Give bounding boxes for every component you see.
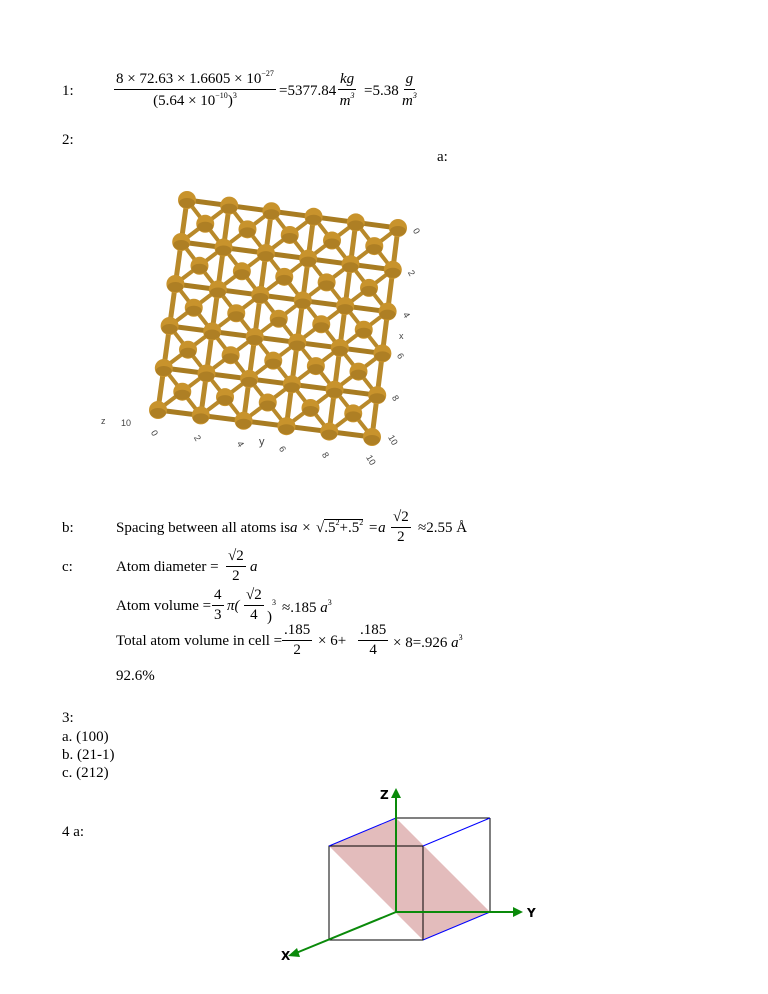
q2-c-total-n1: .185 bbox=[282, 623, 312, 641]
q2-b-sqrt: $√.5^2+.5^2$ bbox=[316, 518, 364, 536]
y-tick: 0 bbox=[148, 428, 161, 438]
q2-c-total-m2: × 8=.926 bbox=[393, 635, 448, 651]
q1-denominator-close-exponent: 3 bbox=[232, 91, 237, 100]
q1-label: 1: bbox=[62, 83, 74, 99]
q1-unit-2-den-exp: 3 bbox=[412, 91, 417, 100]
q2-b-exp2: 2 bbox=[359, 518, 364, 527]
q3-item-a: a. (100) bbox=[62, 729, 109, 745]
q2-c-vol-den: 3 bbox=[214, 607, 222, 623]
q1-unit-1-num: kg bbox=[338, 72, 356, 90]
q2-b-frac-den: 2 bbox=[397, 529, 405, 545]
q2-c-vol-inner-den: 4 bbox=[250, 607, 258, 623]
q2-c-vol-result: ≈.185 bbox=[282, 600, 317, 616]
x-axis-label-4a: X bbox=[281, 949, 291, 963]
x-tick: 4 bbox=[400, 309, 412, 320]
q4-label: 4 a: bbox=[62, 824, 85, 840]
q2-c-percent: 92.6% bbox=[116, 668, 155, 684]
q1-unit-1-den-exp: 3 bbox=[350, 91, 355, 100]
z-arrow-icon bbox=[391, 788, 401, 798]
q1-numerator-exponent: −27 bbox=[261, 69, 274, 78]
q2-c-diam-den: 2 bbox=[232, 568, 240, 584]
q3-label: 3: bbox=[62, 710, 74, 726]
q2-c-label: c: bbox=[62, 559, 73, 575]
z-axis-label: z bbox=[101, 416, 106, 426]
q1-numerator: 8 × 72.63 × 1.6605 × 10 bbox=[116, 71, 262, 87]
q1-denominator: (5.64 × 10 bbox=[153, 93, 216, 109]
q2-c-vol-inner-num: √2 bbox=[244, 588, 264, 606]
y-axis-label: y bbox=[259, 436, 265, 448]
q2-c-total-d2: 4 bbox=[369, 642, 377, 658]
q3-item-c: c. (212) bbox=[62, 765, 109, 781]
x-axis-label: x bbox=[399, 331, 404, 341]
x-tick: 8 bbox=[390, 393, 402, 403]
q3-item-b: b. (21-1) bbox=[62, 747, 115, 763]
q2-c-total-exp: 3 bbox=[458, 633, 463, 642]
q1-denominator-exponent: −10 bbox=[215, 91, 228, 100]
q2-c-diameter-text: Atom diameter = bbox=[116, 559, 219, 575]
z-axis-tick: 10 bbox=[121, 418, 132, 428]
q2-c-vol-var: a bbox=[320, 600, 328, 616]
q1-result-1: =5377.84 bbox=[279, 83, 337, 99]
x-tick: 6 bbox=[395, 351, 407, 362]
q2-c-diameter-var: a bbox=[250, 559, 258, 575]
q2-a-label: a: bbox=[437, 149, 448, 165]
q2-b-frac-num: √2 bbox=[391, 510, 411, 528]
q2-b-sqrt-term: .5 bbox=[324, 520, 336, 536]
q2-c-vol-num: 4 bbox=[212, 588, 224, 606]
q2-b-text: Spacing between all atoms is bbox=[116, 520, 291, 536]
q2-c-volume-text: Atom volume = bbox=[116, 598, 212, 614]
q2-c-vol-var-exp: 3 bbox=[327, 598, 332, 607]
q1-unit-1-den: m bbox=[339, 93, 351, 109]
y-tick: 2 bbox=[191, 433, 203, 444]
x-tick: 0 bbox=[410, 226, 423, 236]
y-tick: 10 bbox=[364, 453, 378, 467]
q2-c-total-mult-1: × 6+ bbox=[318, 633, 347, 649]
q1-unit-2-num: g bbox=[404, 72, 416, 90]
q2-b-exp1: 2 bbox=[335, 518, 340, 527]
q1-denominator-close: ) bbox=[227, 93, 233, 109]
q2-b-math: a × bbox=[290, 520, 312, 536]
x-tick: 2 bbox=[405, 268, 417, 278]
q2-b-plus: +.5 bbox=[339, 520, 360, 536]
y-axis-label-4a: Y bbox=[527, 906, 536, 920]
x-axis bbox=[296, 912, 396, 953]
q1-unit-2-den: m bbox=[402, 93, 413, 109]
q2-c-diam-num: √2 bbox=[226, 549, 246, 567]
z-axis-label-4a: Z bbox=[380, 788, 389, 802]
q2-b-label: b: bbox=[62, 520, 74, 536]
q2-c-vol-exp: 3 bbox=[272, 598, 276, 607]
y-tick: 6 bbox=[277, 444, 289, 454]
y-tick: 4 bbox=[234, 439, 246, 449]
q2-c-total-d1: 2 bbox=[293, 642, 301, 658]
y-tick: 8 bbox=[320, 449, 332, 460]
q2-b-eq: =a bbox=[368, 520, 386, 536]
q1-result-2: =5.38 bbox=[364, 83, 399, 99]
q2-b-result: ≈2.55 Å bbox=[418, 520, 468, 536]
q2-c-vol-close: ) bbox=[267, 609, 272, 625]
q2-c-total-text: Total atom volume in cell = bbox=[116, 633, 283, 649]
y-arrow-icon bbox=[513, 907, 523, 917]
x-tick: 10 bbox=[386, 433, 400, 447]
q2-c-total-n2: .185 bbox=[358, 623, 388, 641]
q2-c-volume-pi: π( bbox=[227, 598, 240, 614]
q2-label: 2: bbox=[62, 132, 74, 148]
q2-c-total-var: a bbox=[451, 635, 459, 651]
